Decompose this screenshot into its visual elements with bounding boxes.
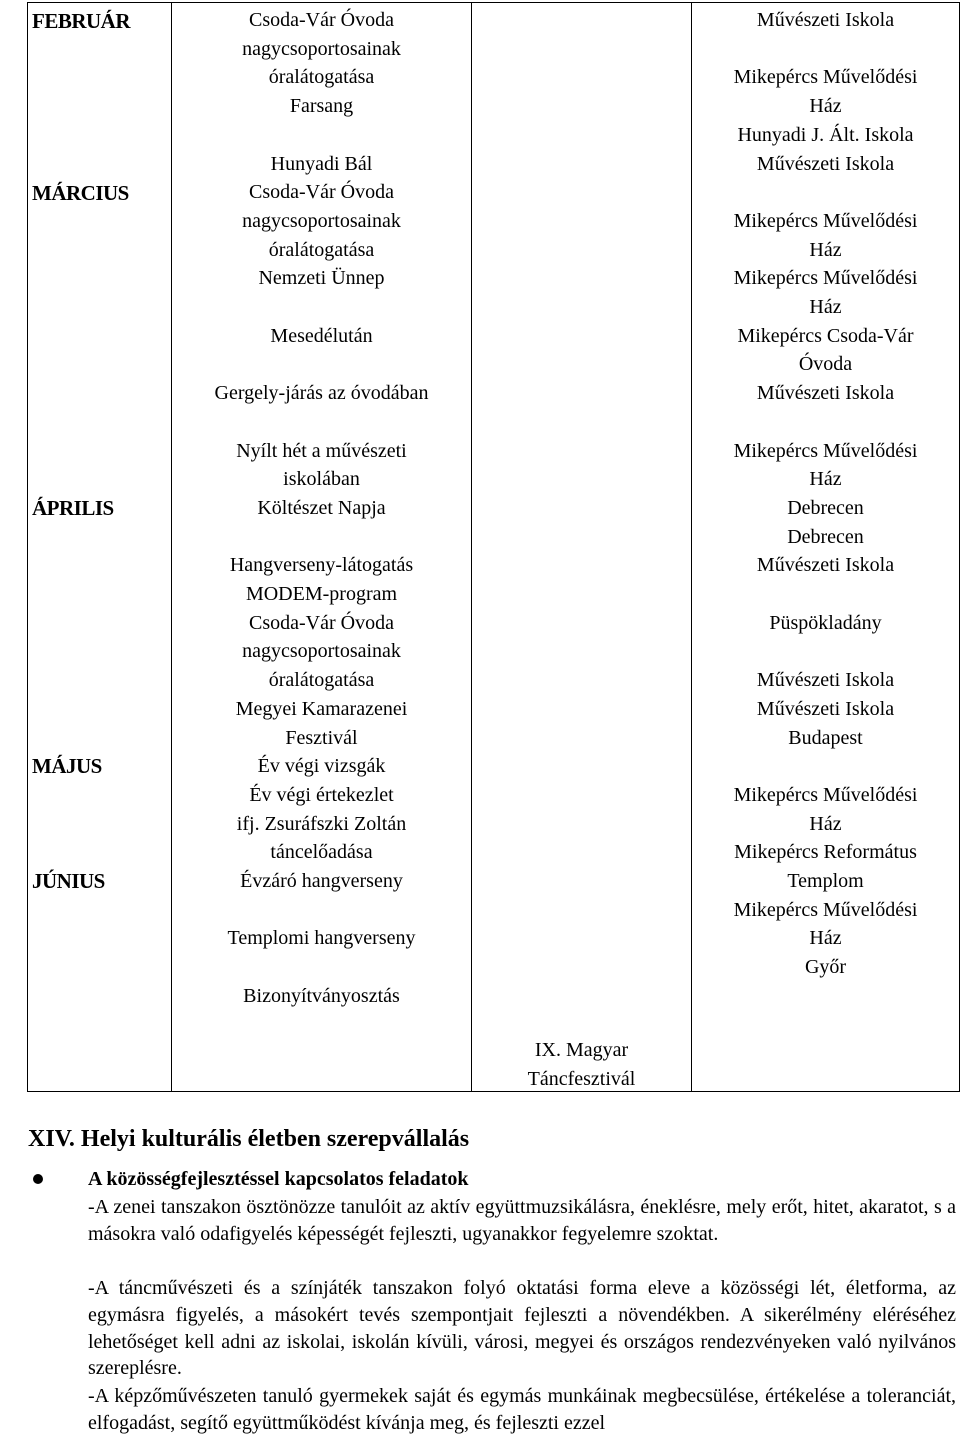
cell-text-line: Mikepércs Művelődési	[733, 209, 918, 232]
cell-text-line: iskolában	[283, 468, 360, 491]
cell-text-line: Budapest	[788, 726, 863, 749]
cell-text-line: Templom	[787, 870, 864, 892]
month-aprilis: ÁPRILIS	[32, 496, 114, 520]
cell-text-line: Művészeti Iskola	[756, 554, 895, 577]
section-subheading: A közösségfejlesztéssel kapcsolatos feladatok	[88, 1168, 469, 1190]
paragraph: -A táncművészeti és a színjáték tanszakon folyó oktatási forma eleve a közösségi lét, életforma, az egymásra figyelés, a másokért tevés szempontjait fejleszti a növendékben. A sikerélmény eléréséhez lehetőséget kell adni az iskolai, iskolán kívüli, városi, megyei és országos rendezvényeken való nyilvános szereplésre.	[88, 1277, 956, 1380]
cell-text-line: táncelőadása	[270, 841, 373, 864]
cell-text-line: MODEM-program	[245, 583, 398, 605]
month-cell	[28, 3, 172, 1092]
cell-text-line: Megyei Kamarazenei	[235, 697, 408, 720]
venue-cell	[692, 3, 960, 1092]
month-februar: FEBRUÁR	[32, 9, 131, 33]
cell-text-line: nagycsoportosainak	[242, 209, 401, 232]
cell-text-line: Püspökladány	[769, 611, 882, 634]
cell-text-line: Csoda-Vár Óvoda	[249, 9, 394, 31]
bullet-icon	[33, 1174, 43, 1184]
cell-text-line: Művészeti Iskola	[756, 382, 895, 405]
cell-text-line: óralátogatása	[268, 669, 375, 692]
cell-text-line: IX. Magyar	[534, 1039, 629, 1061]
cell-text-line: Mikepércs Művelődési	[733, 898, 918, 921]
cell-text-line: Debrecen	[787, 496, 864, 519]
cell-text-line: Bizonyítványosztás	[243, 984, 400, 1007]
cell-text-line: ifj. Zsuráfszki Zoltán	[236, 812, 407, 835]
cell-text-line: Mikepércs Művelődési	[733, 439, 918, 462]
cell-text-line: Költészet Napja	[257, 496, 386, 519]
cell-text-line: Ház	[809, 468, 842, 491]
paragraph: -A képzőművészeten tanuló gyermekek saját és egymás munkáinak megbecsülése, értékelése a toleranciát, elfogadást, segítő együttműködést kívánja meg, és fejleszti ezzel	[88, 1385, 956, 1434]
cell-text-line: Ház	[809, 238, 842, 261]
cell-text-line: Csoda-Vár Óvoda	[249, 611, 394, 634]
cell-text-line: Mesedélután	[270, 324, 373, 347]
extra-event-cell	[472, 3, 692, 1092]
cell-text-line: Mikepércs Református	[734, 841, 917, 864]
cell-text-line: óralátogatása	[268, 66, 375, 89]
cell-text-line: Ház	[809, 927, 842, 950]
cell-text-line: Művészeti Iskola	[756, 152, 895, 175]
cell-text-line: Ház	[809, 812, 842, 835]
cell-text-line: Táncfesztivál	[527, 1067, 636, 1090]
cell-text-line: Évzáró hangverseny	[240, 870, 403, 892]
schedule-table	[27, 2, 960, 1092]
month-marcius: MÁRCIUS	[32, 181, 129, 205]
cell-text-line: Művészeti Iskola	[756, 669, 895, 692]
cell-text-line: nagycsoportosainak	[242, 37, 401, 60]
cell-text-line: Hunyadi Bál	[270, 152, 373, 175]
cell-text-line: Művészeti Iskola	[756, 9, 895, 31]
cell-text-line: Farsang	[289, 95, 354, 118]
cell-text-line: Mikepércs Művelődési	[733, 267, 918, 290]
cell-text-line: Templomi hangverseny	[227, 927, 416, 950]
month-junius: JÚNIUS	[32, 869, 105, 893]
cell-text-line: óralátogatása	[268, 238, 375, 261]
cell-text-line: Ház	[809, 296, 842, 318]
cell-text-line: Mikepércs Művelődési	[733, 66, 918, 89]
month-majus: MÁJUS	[32, 754, 102, 778]
section-title: XIV. Helyi kulturális életben szerepvállalás	[28, 1126, 470, 1152]
events-cell	[172, 3, 472, 1092]
cell-text-line: Csoda-Vár Óvoda	[249, 181, 394, 204]
cell-text-line: Győr	[804, 956, 847, 979]
cell-text-line: Nemzeti Ünnep	[258, 267, 385, 290]
cell-text-line: Fesztivál	[285, 726, 358, 749]
cell-text-line: Hangverseny-látogatás	[229, 554, 414, 577]
cell-text-line: Debrecen	[787, 525, 864, 548]
cell-text-line: Mikepércs Művelődési	[733, 783, 918, 806]
paragraph: -A zenei tanszakon ösztönözze tanulóit az aktív együttmuzsikálásra, éneklésre, mely erőt, hitet, akaratot, s a másokra való odafigyelés képességét fejleszti, ugyanakkor fegyelemre szoktat.	[88, 1196, 956, 1245]
cell-text-line: Ház	[809, 95, 842, 118]
cell-text-line: Nyílt hét a művészeti	[236, 439, 407, 462]
cell-text-line: Mikepércs Csoda-Vár	[737, 324, 914, 347]
cell-text-line: Év végi értekezlet	[249, 783, 394, 806]
cell-text-line: Gergely-járás az óvodában	[214, 382, 429, 405]
cell-text-line: Év végi vizsgák	[257, 755, 386, 778]
cell-text-line: Óvoda	[798, 353, 853, 376]
cell-text-line: nagycsoportosainak	[242, 640, 401, 663]
cell-text-line: Hunyadi J. Ált. Iskola	[737, 123, 914, 146]
cell-text-line: Művészeti Iskola	[756, 697, 895, 720]
table-row	[28, 3, 960, 1092]
